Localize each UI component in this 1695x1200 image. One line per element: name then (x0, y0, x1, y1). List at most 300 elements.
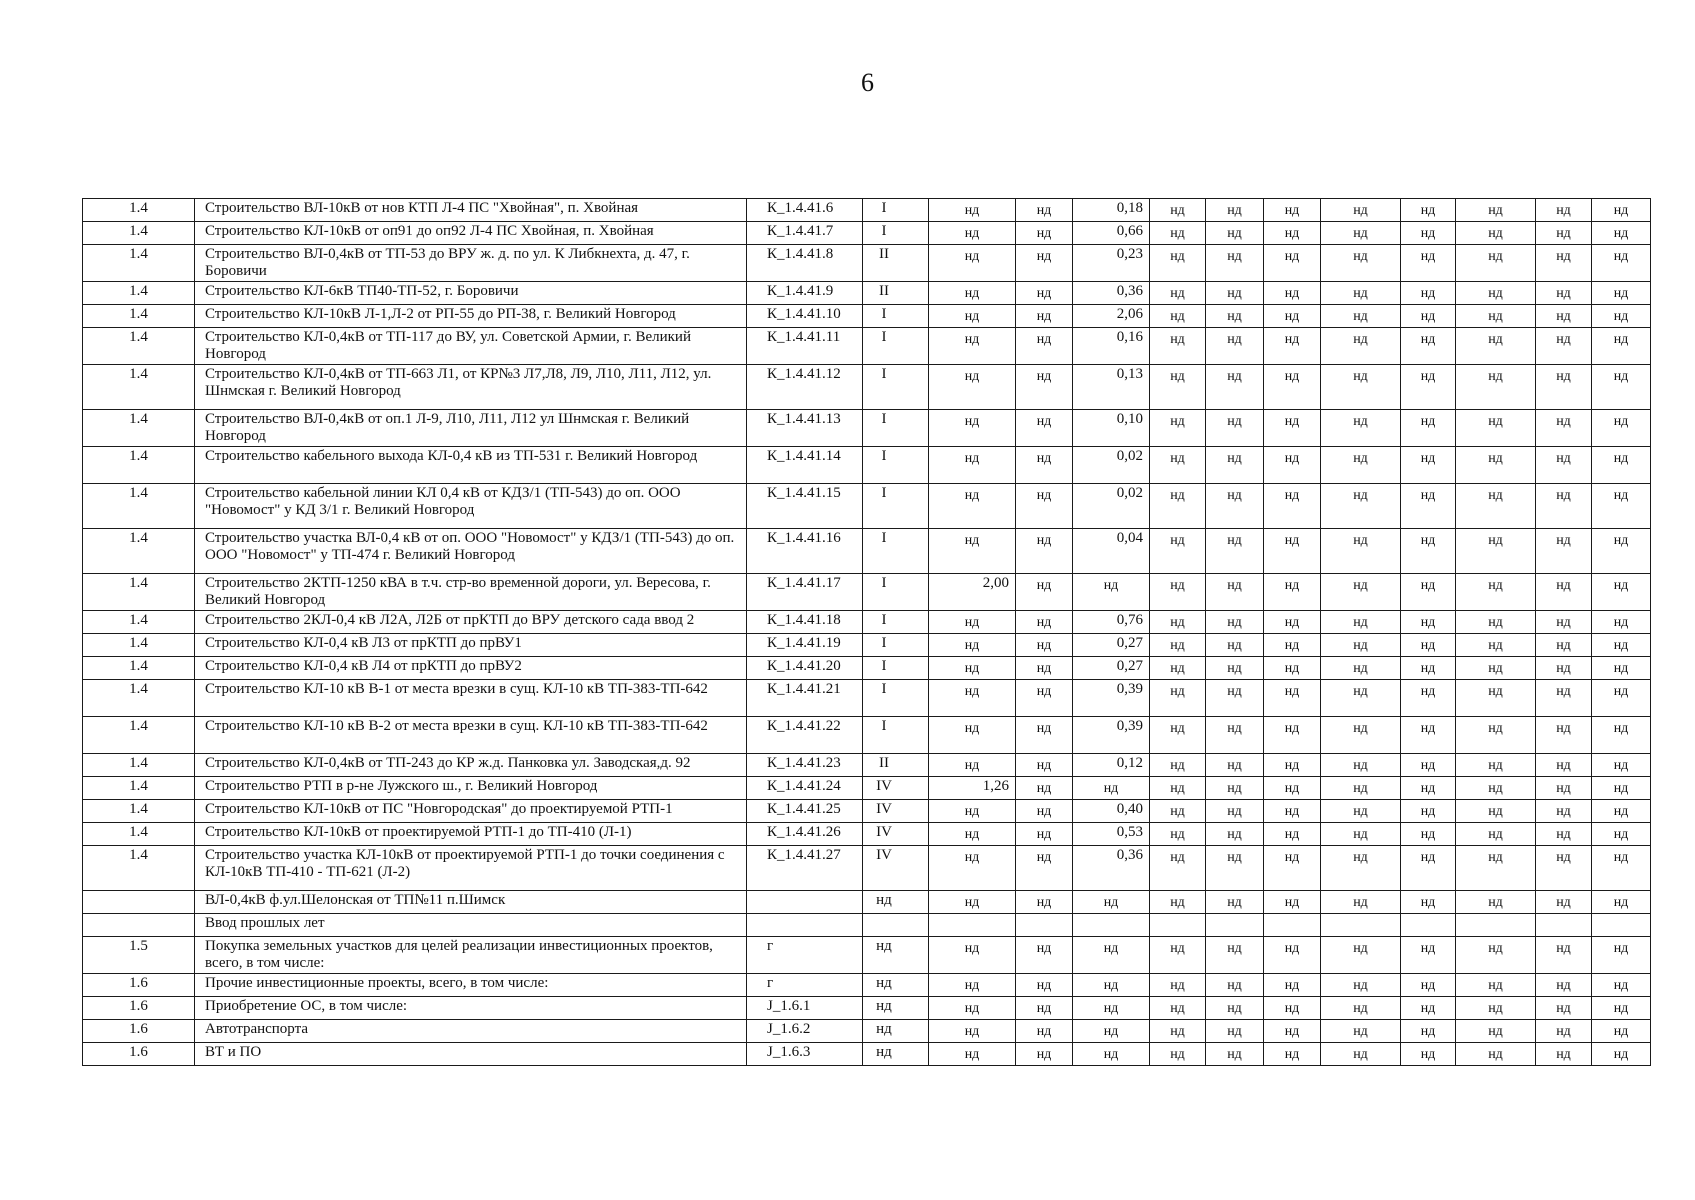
value-cell: нд (1264, 754, 1321, 777)
value-cell: нд (1401, 328, 1456, 365)
value-cell: нд (1016, 754, 1073, 777)
value-cell: нд (1401, 680, 1456, 717)
value-cell: нд (1536, 800, 1592, 823)
category: нд (863, 937, 929, 974)
project-name: Строительство ВЛ-10кВ от нов КТП Л-4 ПС "Хвойная", п. Хвойная (195, 199, 747, 222)
value-cell: 0,53 (1073, 823, 1150, 846)
row-number: 1.4 (83, 305, 195, 328)
value-cell (1150, 914, 1206, 937)
value-cell: нд (929, 245, 1016, 282)
table-row (83, 891, 1651, 914)
project-name: Строительство КЛ-10 кВ В-1 от места врезки в сущ. КЛ-10 кВ ТП-383-ТП-642 (195, 680, 747, 717)
value-cell: нд (1206, 484, 1264, 529)
value-cell: нд (929, 937, 1016, 974)
value-cell: нд (1401, 484, 1456, 529)
value-cell: нд (1401, 447, 1456, 484)
value-cell: нд (1206, 282, 1264, 305)
project-code: К_1.4.41.23 (747, 754, 863, 777)
value-cell: нд (1264, 891, 1321, 914)
value-cell: нд (1321, 997, 1401, 1020)
value-cell: нд (1264, 717, 1321, 754)
value-cell: нд (1321, 680, 1401, 717)
value-cell: нд (929, 305, 1016, 328)
value-cell: нд (1321, 222, 1401, 245)
value-cell (1401, 914, 1456, 937)
value-cell: нд (1536, 634, 1592, 657)
value-cell: нд (1456, 328, 1536, 365)
project-name: Строительство КЛ-10кВ от оп91 до оп92 Л-4 ПС Хвойная, п. Хвойная (195, 222, 747, 245)
table-row (83, 574, 1651, 611)
value-cell: нд (1321, 846, 1401, 891)
value-cell: нд (1321, 634, 1401, 657)
value-cell: нд (1456, 365, 1536, 410)
value-cell: нд (1206, 305, 1264, 328)
value-cell: нд (1073, 574, 1150, 611)
value-cell: нд (1150, 245, 1206, 282)
value-cell: нд (1264, 282, 1321, 305)
row-number: 1.6 (83, 1043, 195, 1066)
value-cell: нд (1536, 365, 1592, 410)
value-cell: нд (1206, 997, 1264, 1020)
value-cell: нд (929, 282, 1016, 305)
value-cell: нд (1206, 800, 1264, 823)
value-cell: 0,16 (1073, 328, 1150, 365)
value-cell (1206, 914, 1264, 937)
value-cell: 0,39 (1073, 680, 1150, 717)
row-number: 1.4 (83, 680, 195, 717)
value-cell: нд (1150, 222, 1206, 245)
value-cell: нд (1592, 328, 1651, 365)
category: нд (863, 891, 929, 914)
value-cell: нд (1073, 974, 1150, 997)
row-number: 1.5 (83, 937, 195, 974)
value-cell: нд (1592, 611, 1651, 634)
value-cell: нд (1206, 222, 1264, 245)
value-cell: нд (1536, 891, 1592, 914)
row-number: 1.4 (83, 365, 195, 410)
project-name: Строительство КЛ-0,4 кВ Л3 от прКТП до прВУ1 (195, 634, 747, 657)
value-cell: нд (1592, 634, 1651, 657)
row-number: 1.4 (83, 846, 195, 891)
row-number (83, 891, 195, 914)
value-cell: нд (1016, 680, 1073, 717)
project-name: Строительство КЛ-10кВ Л-1,Л-2 от РП-55 до РП-38, г. Великий Новгород (195, 305, 747, 328)
value-cell (1321, 914, 1401, 937)
project-name: Покупка земельных участков для целей реализации инвестиционных проектов, всего, в том числе: (195, 937, 747, 974)
value-cell: нд (1536, 305, 1592, 328)
value-cell: нд (1536, 657, 1592, 680)
project-code: К_1.4.41.20 (747, 657, 863, 680)
value-cell: нд (1401, 305, 1456, 328)
value-cell (1592, 914, 1651, 937)
value-cell: нд (1264, 974, 1321, 997)
value-cell: нд (1592, 305, 1651, 328)
value-cell: нд (1456, 282, 1536, 305)
value-cell: нд (1206, 823, 1264, 846)
value-cell: нд (1592, 199, 1651, 222)
row-number: 1.4 (83, 328, 195, 365)
project-name: ВЛ-0,4кВ ф.ул.Шелонская от ТП№11 п.Шимск (195, 891, 747, 914)
value-cell: нд (1016, 974, 1073, 997)
value-cell: нд (1456, 222, 1536, 245)
value-cell: нд (1401, 634, 1456, 657)
value-cell: 0,13 (1073, 365, 1150, 410)
value-cell: нд (1401, 1020, 1456, 1043)
value-cell: нд (1206, 410, 1264, 447)
category: нд (863, 974, 929, 997)
project-code: К_1.4.41.11 (747, 328, 863, 365)
value-cell: нд (1592, 245, 1651, 282)
table-row (83, 410, 1651, 447)
value-cell: нд (1321, 974, 1401, 997)
value-cell: нд (1321, 282, 1401, 305)
value-cell: нд (1016, 529, 1073, 574)
value-cell: нд (1206, 657, 1264, 680)
row-number: 1.4 (83, 484, 195, 529)
value-cell: нд (1592, 657, 1651, 680)
value-cell: нд (929, 891, 1016, 914)
value-cell: нд (1150, 974, 1206, 997)
category: IV (863, 777, 929, 800)
value-cell: нд (1456, 717, 1536, 754)
value-cell: нд (1536, 823, 1592, 846)
value-cell: нд (1592, 937, 1651, 974)
value-cell: нд (1150, 529, 1206, 574)
category: I (863, 611, 929, 634)
row-number: 1.4 (83, 611, 195, 634)
project-name: Строительство КЛ-6кВ ТП40-ТП-52, г. Боровичи (195, 282, 747, 305)
value-cell (1073, 914, 1150, 937)
value-cell: нд (1321, 574, 1401, 611)
value-cell: нд (929, 800, 1016, 823)
value-cell: нд (1592, 974, 1651, 997)
value-cell: нд (1401, 974, 1456, 997)
value-cell: нд (1456, 574, 1536, 611)
value-cell: нд (1150, 447, 1206, 484)
table-row (83, 800, 1651, 823)
project-code: К_1.4.41.21 (747, 680, 863, 717)
value-cell: нд (1536, 328, 1592, 365)
value-cell (1016, 914, 1073, 937)
category: I (863, 657, 929, 680)
table-row (83, 245, 1651, 282)
value-cell: нд (1456, 634, 1536, 657)
value-cell: 0,23 (1073, 245, 1150, 282)
value-cell: нд (1592, 447, 1651, 484)
value-cell: нд (1150, 1020, 1206, 1043)
value-cell: нд (1264, 529, 1321, 574)
value-cell: нд (1536, 777, 1592, 800)
value-cell: нд (1456, 846, 1536, 891)
value-cell: нд (1206, 328, 1264, 365)
value-cell: нд (929, 974, 1016, 997)
value-cell: 0,36 (1073, 282, 1150, 305)
value-cell (1264, 914, 1321, 937)
category: II (863, 754, 929, 777)
value-cell: нд (1206, 891, 1264, 914)
value-cell: нд (1401, 891, 1456, 914)
value-cell: нд (1150, 823, 1206, 846)
value-cell: нд (929, 680, 1016, 717)
value-cell: нд (1206, 574, 1264, 611)
value-cell: нд (1401, 611, 1456, 634)
value-cell: нд (1264, 777, 1321, 800)
value-cell: нд (1016, 1020, 1073, 1043)
value-cell: нд (1456, 997, 1536, 1020)
value-cell: нд (1401, 282, 1456, 305)
category: I (863, 222, 929, 245)
value-cell: нд (1536, 529, 1592, 574)
value-cell: нд (1536, 680, 1592, 717)
value-cell: нд (1073, 777, 1150, 800)
value-cell: нд (1264, 245, 1321, 282)
table-row (83, 754, 1651, 777)
value-cell: нд (1206, 447, 1264, 484)
value-cell: нд (1264, 365, 1321, 410)
project-code: К_1.4.41.9 (747, 282, 863, 305)
value-cell: 0,76 (1073, 611, 1150, 634)
table-row (83, 447, 1651, 484)
category: I (863, 199, 929, 222)
table-row (83, 657, 1651, 680)
value-cell: нд (1401, 1043, 1456, 1066)
value-cell: 0,02 (1073, 484, 1150, 529)
project-name: ВТ и ПО (195, 1043, 747, 1066)
value-cell: нд (1456, 199, 1536, 222)
value-cell: нд (1592, 484, 1651, 529)
category (863, 914, 929, 937)
value-cell: нд (1206, 1020, 1264, 1043)
value-cell: нд (1592, 574, 1651, 611)
project-name: Строительство кабельного выхода КЛ-0,4 кВ из ТП-531 г. Великий Новгород (195, 447, 747, 484)
value-cell: нд (1150, 846, 1206, 891)
value-cell: нд (1536, 846, 1592, 891)
value-cell: нд (1016, 245, 1073, 282)
value-cell: нд (1206, 634, 1264, 657)
value-cell: нд (929, 447, 1016, 484)
value-cell: нд (1536, 484, 1592, 529)
value-cell: нд (1592, 754, 1651, 777)
value-cell: нд (1401, 800, 1456, 823)
value-cell: нд (1016, 657, 1073, 680)
value-cell: нд (1321, 1043, 1401, 1066)
value-cell: нд (1150, 199, 1206, 222)
row-number: 1.4 (83, 282, 195, 305)
value-cell: нд (1206, 974, 1264, 997)
project-code (747, 891, 863, 914)
project-name: Строительство КЛ-0,4 кВ Л4 от прКТП до прВУ2 (195, 657, 747, 680)
value-cell: нд (1456, 823, 1536, 846)
value-cell: нд (1401, 823, 1456, 846)
category: II (863, 282, 929, 305)
value-cell: нд (1456, 484, 1536, 529)
value-cell: нд (929, 365, 1016, 410)
category: нд (863, 1043, 929, 1066)
row-number: 1.4 (83, 800, 195, 823)
project-code: К_1.4.41.16 (747, 529, 863, 574)
value-cell (1536, 914, 1592, 937)
value-cell: нд (1592, 997, 1651, 1020)
value-cell: нд (929, 754, 1016, 777)
value-cell: нд (1592, 410, 1651, 447)
value-cell: нд (1206, 777, 1264, 800)
project-name: Строительство КЛ-0,4кВ от ТП-243 до КР ж.д. Панковка ул. Заводская,д. 92 (195, 754, 747, 777)
project-code: К_1.4.41.10 (747, 305, 863, 328)
value-cell: нд (929, 328, 1016, 365)
project-code: К_1.4.41.22 (747, 717, 863, 754)
table-row (83, 914, 1651, 937)
project-name: Строительство ВЛ-0,4кВ от оп.1 Л-9, Л10, Л11, Л12 ул Шнмская г. Великий Новгород (195, 410, 747, 447)
value-cell: нд (1321, 199, 1401, 222)
project-name: Строительство 2КТП-1250 кВА в т.ч. стр-во временной дороги, ул. Вересова, г. Великий Новгород (195, 574, 747, 611)
project-name: Строительство ВЛ-0,4кВ от ТП-53 до ВРУ ж. д. по ул. К Либкнехта, д. 47, г. Боровичи (195, 245, 747, 282)
value-cell: нд (1401, 410, 1456, 447)
category: IV (863, 800, 929, 823)
value-cell: нд (1456, 447, 1536, 484)
value-cell: 0,18 (1073, 199, 1150, 222)
value-cell: нд (1456, 410, 1536, 447)
category: I (863, 529, 929, 574)
value-cell: нд (1536, 717, 1592, 754)
value-cell: нд (1016, 199, 1073, 222)
table-row (83, 974, 1651, 997)
project-code: К_1.4.41.24 (747, 777, 863, 800)
project-code: К_1.4.41.14 (747, 447, 863, 484)
value-cell: нд (1016, 937, 1073, 974)
project-name: Строительство КЛ-10кВ от проектируемой РТП-1 до ТП-410 (Л-1) (195, 823, 747, 846)
value-cell: нд (1016, 282, 1073, 305)
value-cell: нд (1264, 657, 1321, 680)
project-name: Строительство КЛ-10кВ от ПС "Новгородская" до проектируемой РТП-1 (195, 800, 747, 823)
table-row (83, 997, 1651, 1020)
value-cell: нд (929, 823, 1016, 846)
value-cell: нд (1321, 447, 1401, 484)
table-row (83, 305, 1651, 328)
value-cell: нд (1073, 1043, 1150, 1066)
value-cell: нд (1401, 937, 1456, 974)
category: нд (863, 1020, 929, 1043)
value-cell: нд (1321, 937, 1401, 974)
value-cell: 2,00 (929, 574, 1016, 611)
value-cell: нд (1536, 447, 1592, 484)
table-row (83, 484, 1651, 529)
value-cell: 0,66 (1073, 222, 1150, 245)
value-cell: нд (929, 199, 1016, 222)
value-cell: нд (1456, 1020, 1536, 1043)
project-name: Прочие инвестиционные проекты, всего, в том числе: (195, 974, 747, 997)
value-cell: нд (1073, 1020, 1150, 1043)
value-cell: нд (1150, 937, 1206, 974)
row-number: 1.4 (83, 657, 195, 680)
value-cell: 0,04 (1073, 529, 1150, 574)
table-row (83, 937, 1651, 974)
table-row (83, 529, 1651, 574)
value-cell: нд (1456, 891, 1536, 914)
value-cell: нд (1016, 997, 1073, 1020)
value-cell: нд (1016, 823, 1073, 846)
value-cell: нд (1264, 997, 1321, 1020)
row-number: 1.4 (83, 199, 195, 222)
value-cell: 2,06 (1073, 305, 1150, 328)
value-cell: нд (1321, 717, 1401, 754)
value-cell: нд (1456, 937, 1536, 974)
value-cell: нд (1456, 680, 1536, 717)
project-code: J_1.6.1 (747, 997, 863, 1020)
table-row (83, 680, 1651, 717)
project-code: К_1.4.41.17 (747, 574, 863, 611)
value-cell: нд (1150, 365, 1206, 410)
row-number: 1.4 (83, 410, 195, 447)
value-cell: нд (1456, 777, 1536, 800)
value-cell: 0,10 (1073, 410, 1150, 447)
value-cell: нд (1321, 410, 1401, 447)
value-cell: нд (1264, 305, 1321, 328)
value-cell: нд (1016, 717, 1073, 754)
project-code: К_1.4.41.18 (747, 611, 863, 634)
value-cell: нд (1592, 529, 1651, 574)
value-cell: нд (1206, 937, 1264, 974)
value-cell: 0,02 (1073, 447, 1150, 484)
project-code: К_1.4.41.27 (747, 846, 863, 891)
value-cell: нд (1592, 777, 1651, 800)
value-cell: 0,40 (1073, 800, 1150, 823)
value-cell: нд (1073, 937, 1150, 974)
value-cell: нд (1016, 800, 1073, 823)
value-cell: нд (929, 717, 1016, 754)
value-cell: нд (929, 846, 1016, 891)
value-cell: нд (1456, 754, 1536, 777)
project-name: Строительство 2КЛ-0,4 кВ Л2А, Л2Б от прКТП до ВРУ детского сада ввод 2 (195, 611, 747, 634)
value-cell: 0,27 (1073, 657, 1150, 680)
project-code: К_1.4.41.25 (747, 800, 863, 823)
value-cell: нд (1150, 997, 1206, 1020)
value-cell: нд (1592, 800, 1651, 823)
project-name: Приобретение ОС, в том числе: (195, 997, 747, 1020)
table-row (83, 777, 1651, 800)
value-cell: нд (1150, 611, 1206, 634)
value-cell: нд (1536, 282, 1592, 305)
value-cell: нд (1321, 777, 1401, 800)
value-cell: нд (1016, 777, 1073, 800)
value-cell: нд (1321, 529, 1401, 574)
value-cell: нд (1150, 754, 1206, 777)
value-cell: нд (1321, 365, 1401, 410)
project-name: Автотранспорта (195, 1020, 747, 1043)
value-cell: 0,36 (1073, 846, 1150, 891)
value-cell: нд (1536, 611, 1592, 634)
table-row (83, 199, 1651, 222)
value-cell: нд (1016, 222, 1073, 245)
value-cell: нд (1401, 245, 1456, 282)
value-cell: нд (1321, 305, 1401, 328)
project-code: К_1.4.41.8 (747, 245, 863, 282)
value-cell: нд (1264, 328, 1321, 365)
project-name: Ввод прошлых лет (195, 914, 747, 937)
row-number: 1.4 (83, 777, 195, 800)
value-cell: нд (1264, 574, 1321, 611)
value-cell: нд (1592, 846, 1651, 891)
row-number: 1.4 (83, 222, 195, 245)
value-cell: 0,27 (1073, 634, 1150, 657)
value-cell: нд (1016, 305, 1073, 328)
value-cell: нд (1592, 680, 1651, 717)
category: I (863, 634, 929, 657)
row-number: 1.6 (83, 997, 195, 1020)
table-row (83, 611, 1651, 634)
table-row (83, 1043, 1651, 1066)
value-cell: нд (1592, 717, 1651, 754)
value-cell: нд (1264, 800, 1321, 823)
